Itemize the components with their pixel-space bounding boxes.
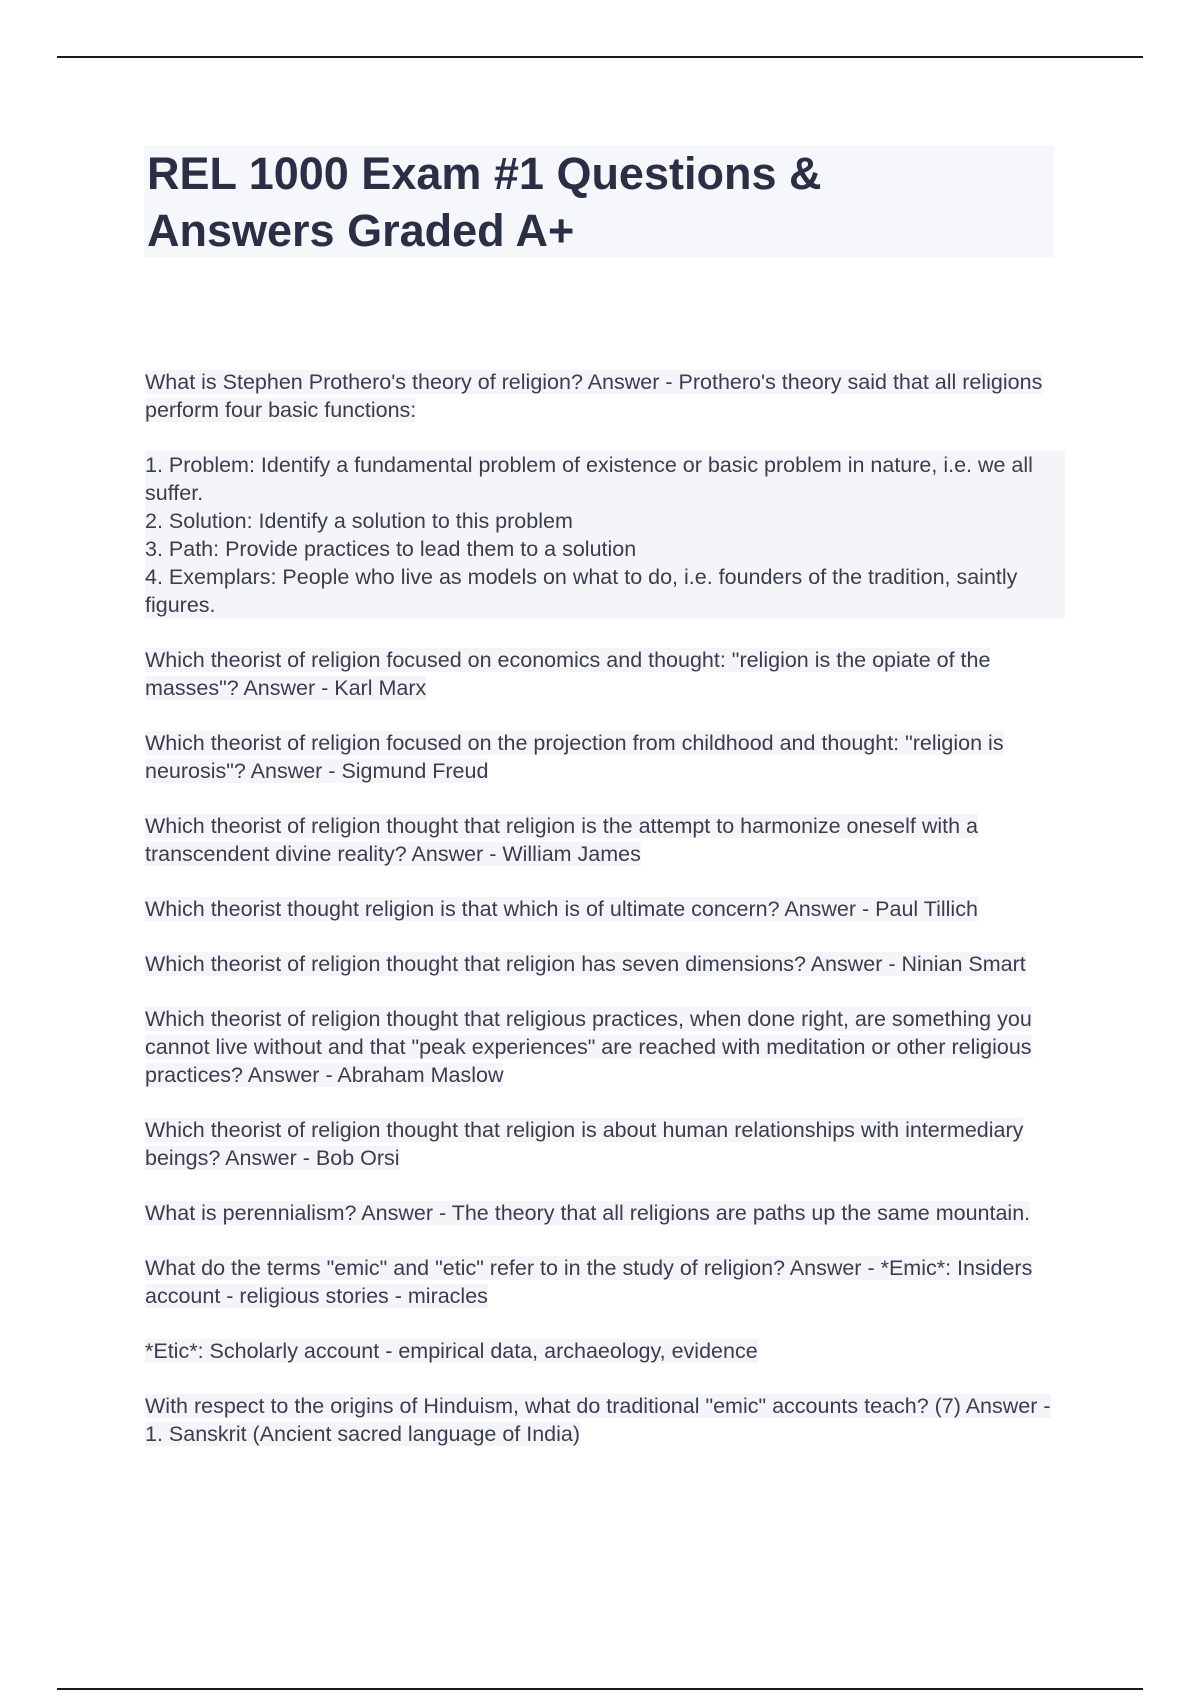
qa-paragraph: What do the terms "emic" and "etic" refer to in the study of religion? Answer - *Emic*: Insiders account - religious stories - miracles xyxy=(145,1256,1033,1308)
qa-content xyxy=(145,368,1065,1475)
bottom-rule xyxy=(57,1688,1143,1690)
qa-paragraph: Which theorist of religion thought that religious practices, when done right, are something you cannot live without and that "peak experiences" are reached with meditation or other religious practices? Answer - Abraham Maslow xyxy=(145,1007,1032,1087)
qa-paragraph: Which theorist of religion thought that religion is about human relationships with intermediary beings? Answer - Bob Orsi xyxy=(145,1118,1024,1170)
title-block xyxy=(144,145,1054,257)
qa-list xyxy=(145,451,1065,619)
list-item: 1. Problem: Identify a fundamental problem of existence or basic problem in nature, i.e. we all suffer. xyxy=(145,451,1065,507)
title-line-2: Answers Graded A+ xyxy=(147,205,575,256)
qa-paragraph: Which theorist of religion focused on economics and thought: "religion is the opiate of the masses"? Answer - Karl Marx xyxy=(145,648,991,700)
list-item: 3. Path: Provide practices to lead them to a solution xyxy=(145,535,1065,563)
qa-paragraph: Which theorist of religion thought that religion has seven dimensions? Answer - Ninian Smart xyxy=(145,952,1026,976)
qa-paragraph: Which theorist of religion focused on the projection from childhood and thought: "religion is neurosis"? Answer - Sigmund Freud xyxy=(145,731,1004,783)
qa-paragraph: *Etic*: Scholarly account - empirical data, archaeology, evidence xyxy=(145,1339,758,1363)
title-line-1: REL 1000 Exam #1 Questions & xyxy=(147,148,822,199)
qa-paragraph: Which theorist thought religion is that which is of ultimate concern? Answer - Paul Tillich xyxy=(145,897,978,921)
qa-paragraph: What is perennialism? Answer - The theory that all religions are paths up the same mountain. xyxy=(145,1201,1031,1225)
document-title xyxy=(144,145,1054,259)
qa-paragraph: What is Stephen Prothero's theory of religion? Answer - Prothero's theory said that all religions perform four basic functions: xyxy=(145,370,1043,422)
list-item: 4. Exemplars: People who live as models on what to do, i.e. founders of the tradition, saintly figures. xyxy=(145,563,1065,619)
qa-paragraph: With respect to the origins of Hinduism, what do traditional "emic" accounts teach? (7) Answer - 1. Sanskrit (Ancient sacred language of India) xyxy=(145,1394,1051,1446)
qa-paragraph: Which theorist of religion thought that religion is the attempt to harmonize oneself with a transcendent divine reality? Answer - William James xyxy=(145,814,978,866)
top-rule xyxy=(57,56,1143,58)
list-item: 2. Solution: Identify a solution to this problem xyxy=(145,507,1065,535)
